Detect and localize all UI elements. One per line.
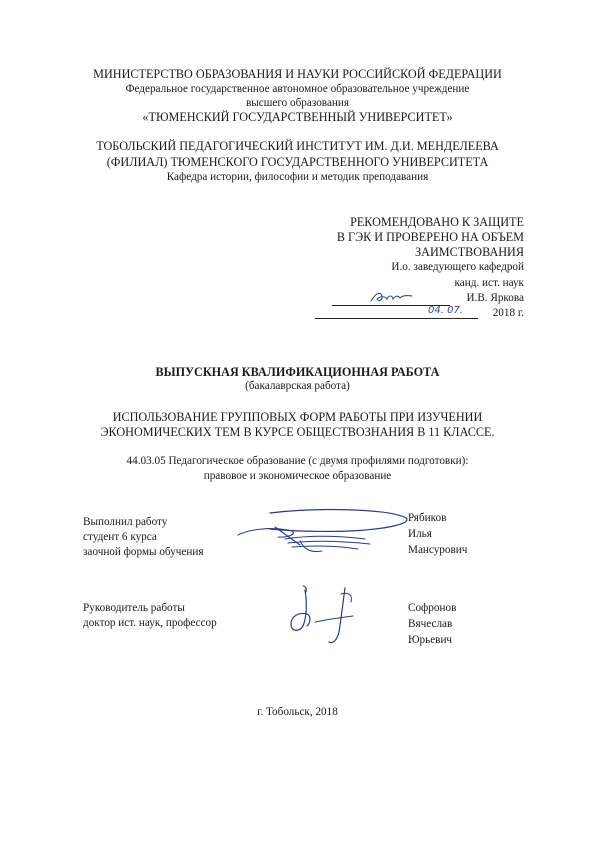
approval-line-2: В ГЭК И ПРОВЕРЕНО НА ОБЪЕМ xyxy=(336,230,524,244)
approval-date-handwritten: 04. 07. xyxy=(428,305,463,316)
author-name: Илья xyxy=(408,528,432,540)
topic-line-2: ЭКОНОМИЧЕСКИХ ТЕМ В КУРСЕ ОБЩЕСТВОЗНАНИЯ В 11 КЛАССЕ. xyxy=(100,425,495,439)
approval-date-year: 2018 г. xyxy=(492,307,524,319)
handwritten-signature-icon xyxy=(230,505,415,560)
handwritten-signature-icon xyxy=(368,287,418,307)
approver-position: И.о. заведующего кафедрой xyxy=(391,261,524,273)
institution-type-line-1: Федеральное государственное автономное образовательное учреждение xyxy=(125,83,470,95)
work-subtype: (бакалаврская работа) xyxy=(245,380,350,392)
supervisor-name: Вячеслав xyxy=(408,618,453,630)
topic-line-1: ИСПОЛЬЗОВАНИЕ ГРУППОВЫХ ФОРМ РАБОТЫ ПРИ ИЗУЧЕНИИ xyxy=(112,410,483,424)
approval-date-line xyxy=(315,318,478,319)
handwritten-signature-icon xyxy=(285,582,360,650)
author-label-line-2: студент 6 курса xyxy=(83,531,157,543)
supervisor-label-line-1: Руководитель работы xyxy=(83,602,185,614)
supervisor-label-line-2: доктор ист. наук, профессор xyxy=(83,617,217,629)
ministry-name: МИНИСТЕРСТВО ОБРАЗОВАНИЯ И НАУКИ РОССИЙСКОЙ ФЕДЕРАЦИИ xyxy=(93,67,502,81)
city-year: г. Тобольск, 2018 xyxy=(257,706,338,718)
approver-name: И.В. Яркова xyxy=(466,292,524,304)
department-name: Кафедра истории, философии и методик преподавания xyxy=(166,171,429,183)
university-name: «ТЮМЕНСКИЙ ГОСУДАРСТВЕННЫЙ УНИВЕРСИТЕТ» xyxy=(142,110,453,124)
institute-name-line-2: (ФИЛИАЛ) ТЮМЕНСКОГО ГОСУДАРСТВЕННОГО УНИВЕРСИТЕТА xyxy=(106,155,489,169)
author-label-line-3: заочной формы обучения xyxy=(83,546,204,558)
specialty-line-2: правовое и экономическое образование xyxy=(203,470,392,482)
author-patronymic: Мансурович xyxy=(408,544,468,556)
institution-type-line-2: высшего образования xyxy=(245,97,350,109)
approver-degree: канд. ист. наук xyxy=(454,277,524,289)
author-surname: Рябиков xyxy=(408,512,447,524)
specialty-line-1: 44.03.05 Педагогическое образование (с двумя профилями подготовки): xyxy=(126,455,469,467)
author-label-line-1: Выполнил работу xyxy=(83,516,168,528)
supervisor-surname: Софронов xyxy=(408,602,457,614)
work-type: ВЫПУСКНАЯ КВАЛИФИКАЦИОННАЯ РАБОТА xyxy=(155,365,440,379)
supervisor-patronymic: Юрьевич xyxy=(408,634,453,646)
approval-line-1: РЕКОМЕНДОВАНО К ЗАЩИТЕ xyxy=(350,215,524,229)
institute-name-line-1: ТОБОЛЬСКИЙ ПЕДАГОГИЧЕСКИЙ ИНСТИТУТ ИМ. Д.И. МЕНДЕЛЕЕВА xyxy=(96,139,499,153)
approval-line-3: ЗАИМСТВОВАНИЯ xyxy=(415,245,524,259)
